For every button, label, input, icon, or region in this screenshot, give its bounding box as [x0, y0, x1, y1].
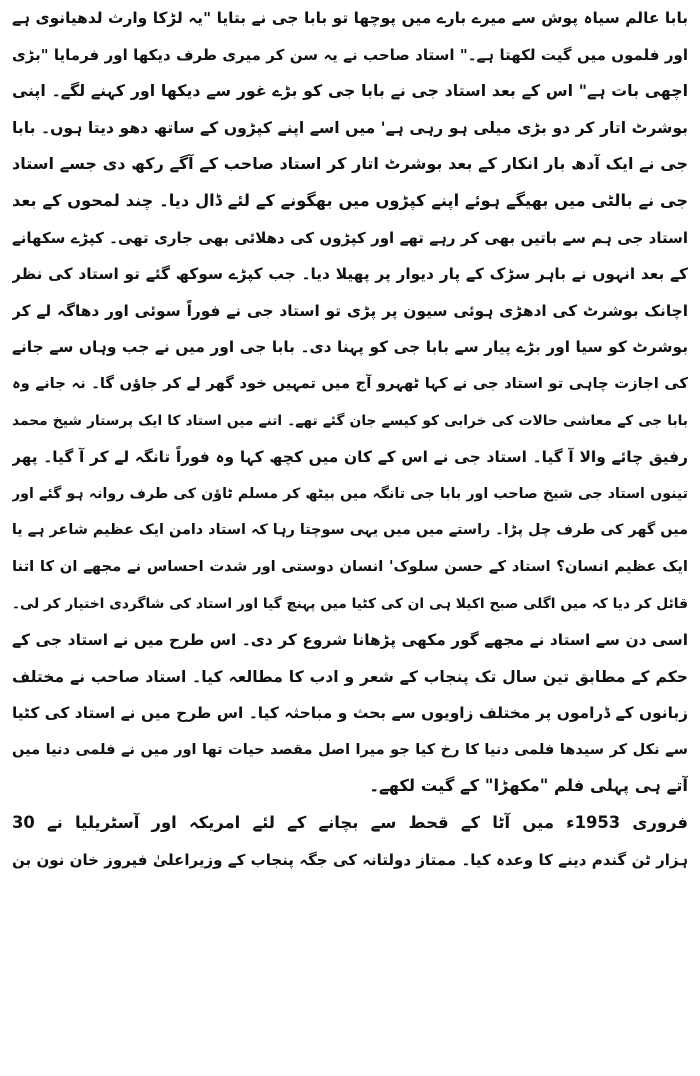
text-line-1: بابا عالم سیاہ پوش سے میرے بارے میں پوچھا تو بابا جی نے بتایا "یہ لڑکا وارث لدھیانوی ہے — [12, 9, 688, 27]
text-line-14: تینوں استاد جی شیخ صاحب اور بابا جی تانگہ میں بیٹھ کر مسلم ٹاؤن کی طرف روانہ ہو گئے اور — [12, 485, 688, 502]
text-line-12: بابا جی کے معاشی حالات کی خرابی کو کیسے جان گئے تھے۔ اتنے میں استاد کا ایک پرستار شیخ محمد — [12, 412, 688, 429]
text-line-21: سے نکل کر سیدھا فلمی دنیا کا رخ کیا جو میرا اصل مقصد حیات تھا اور میں نے فلمی دنیا میں — [12, 740, 688, 758]
text-line-16: ایک عظیم انسان؟ استاد کے حسن سلوک' انسان دوستی اور شدت احساس نے مجھے ان کا اتنا — [12, 557, 688, 575]
text-line-10: بوشرٹ کو سیا اور بڑے پیار سے بابا جی کو پہنا دی۔ بابا جی اور میں نے جب وہاں سے جانے — [12, 338, 688, 357]
text-line-24: ہزار ٹن گندم دینے کا وعدہ کیا۔ ممتاز دولتانہ کی جگہ پنجاب کے وزیراعلیٰ فیروز خان نون بن — [12, 850, 688, 869]
text-line-5: جی نے ایک آدھ بار انکار کے بعد بوشرٹ اتار کر استاد صاحب کے آگے رکھ دی جسے استاد — [12, 154, 688, 174]
urdu-text-body — [12, 0, 688, 878]
text-line-7: استاد جی ہم سے باتیں بھی کر رہے تھے اور کپڑوں کی دھلائی بھی جاری تھی۔ کپڑے سکھانے — [12, 228, 688, 247]
text-line-23: فروری 1953ء میں آٹا کے قحط سے بچانے کے لئے امریکہ اور آسٹریلیا نے 30 — [12, 813, 688, 833]
text-line-2: اور فلموں میں گیت لکھتا ہے۔" استاد صاحب نے یہ سن کر میری طرف دیکھا اور فرمایا "بڑی — [12, 45, 688, 64]
text-line-8: کے بعد انہوں نے باہر سڑک کے پار دیوار پر پھیلا دیا۔ جب کپڑے سوکھ گئے تو استاد کی نظر — [12, 265, 688, 284]
text-line-11: کی اجازت چاہی تو استاد جی نے کہا ٹھہرو آج میں تمہیں خود گھر لے کر جاؤں گا۔ نہ جانے وہ — [12, 374, 688, 392]
text-line-3: اچھی بات ہے" اس کے بعد استاد جی نے بابا جی کو بڑے غور سے دیکھا اور کہنے لگے۔ اپنی — [12, 81, 688, 101]
text-line-15: میں گھر کی طرف چل پڑا۔ راستے میں میں یہی سوچتا رہا کہ استاد دامن ایک عظیم شاعر ہے یا — [12, 522, 688, 539]
text-line-19: حکم کے مطابق تین سال تک پنجاب کے شعر و ادب کا مطالعہ کیا۔ استاد صاحب نے مختلف — [12, 667, 688, 686]
text-line-18: اسی دن سے استاد نے مجھے گور مکھی پڑھانا شروع کر دی۔ اس طرح میں نے استاد جی کے — [12, 631, 688, 650]
text-line-20: زبانوں کے ڈراموں پر مختلف زاویوں سے بحث و مباحثہ کیا۔ اس طرح میں نے استاد کی کٹیا — [12, 704, 688, 723]
text-line-17: قائل کر دیا کہ میں اگلی صبح اکیلا ہی ان کی کٹیا میں پہنچ گیا اور استاد کی شاگردی اختیار کر لی۔ — [12, 595, 688, 612]
text-line-9: اچانک بوشرٹ کی ادھڑی ہوئی سیون پر پڑی تو استاد جی نے فوراً سوئی اور دھاگہ لے کر — [12, 301, 688, 320]
text-line-22-paragraph-end: آتے ہی پہلی فلم "مکھڑا" کے گیت لکھے۔ — [369, 776, 688, 796]
text-line-13: رفیق چائے والا آ گیا۔ استاد جی نے اس کے کان میں کچھ کہا وہ فوراً تانگہ لے کر آ گیا۔ پھر — [12, 448, 688, 467]
text-line-4: بوشرٹ اتار کر دو بڑی میلی ہو رہی ہے' میں اسے اپنے کپڑوں کے ساتھ دھو دیتا ہوں۔ بابا — [12, 118, 688, 137]
text-line-6: جی نے بالٹی میں بھیگے ہوئے اپنے کپڑوں میں بھگونے کے لئے ڈال دیا۔ چند لمحوں کے بعد — [12, 190, 688, 210]
